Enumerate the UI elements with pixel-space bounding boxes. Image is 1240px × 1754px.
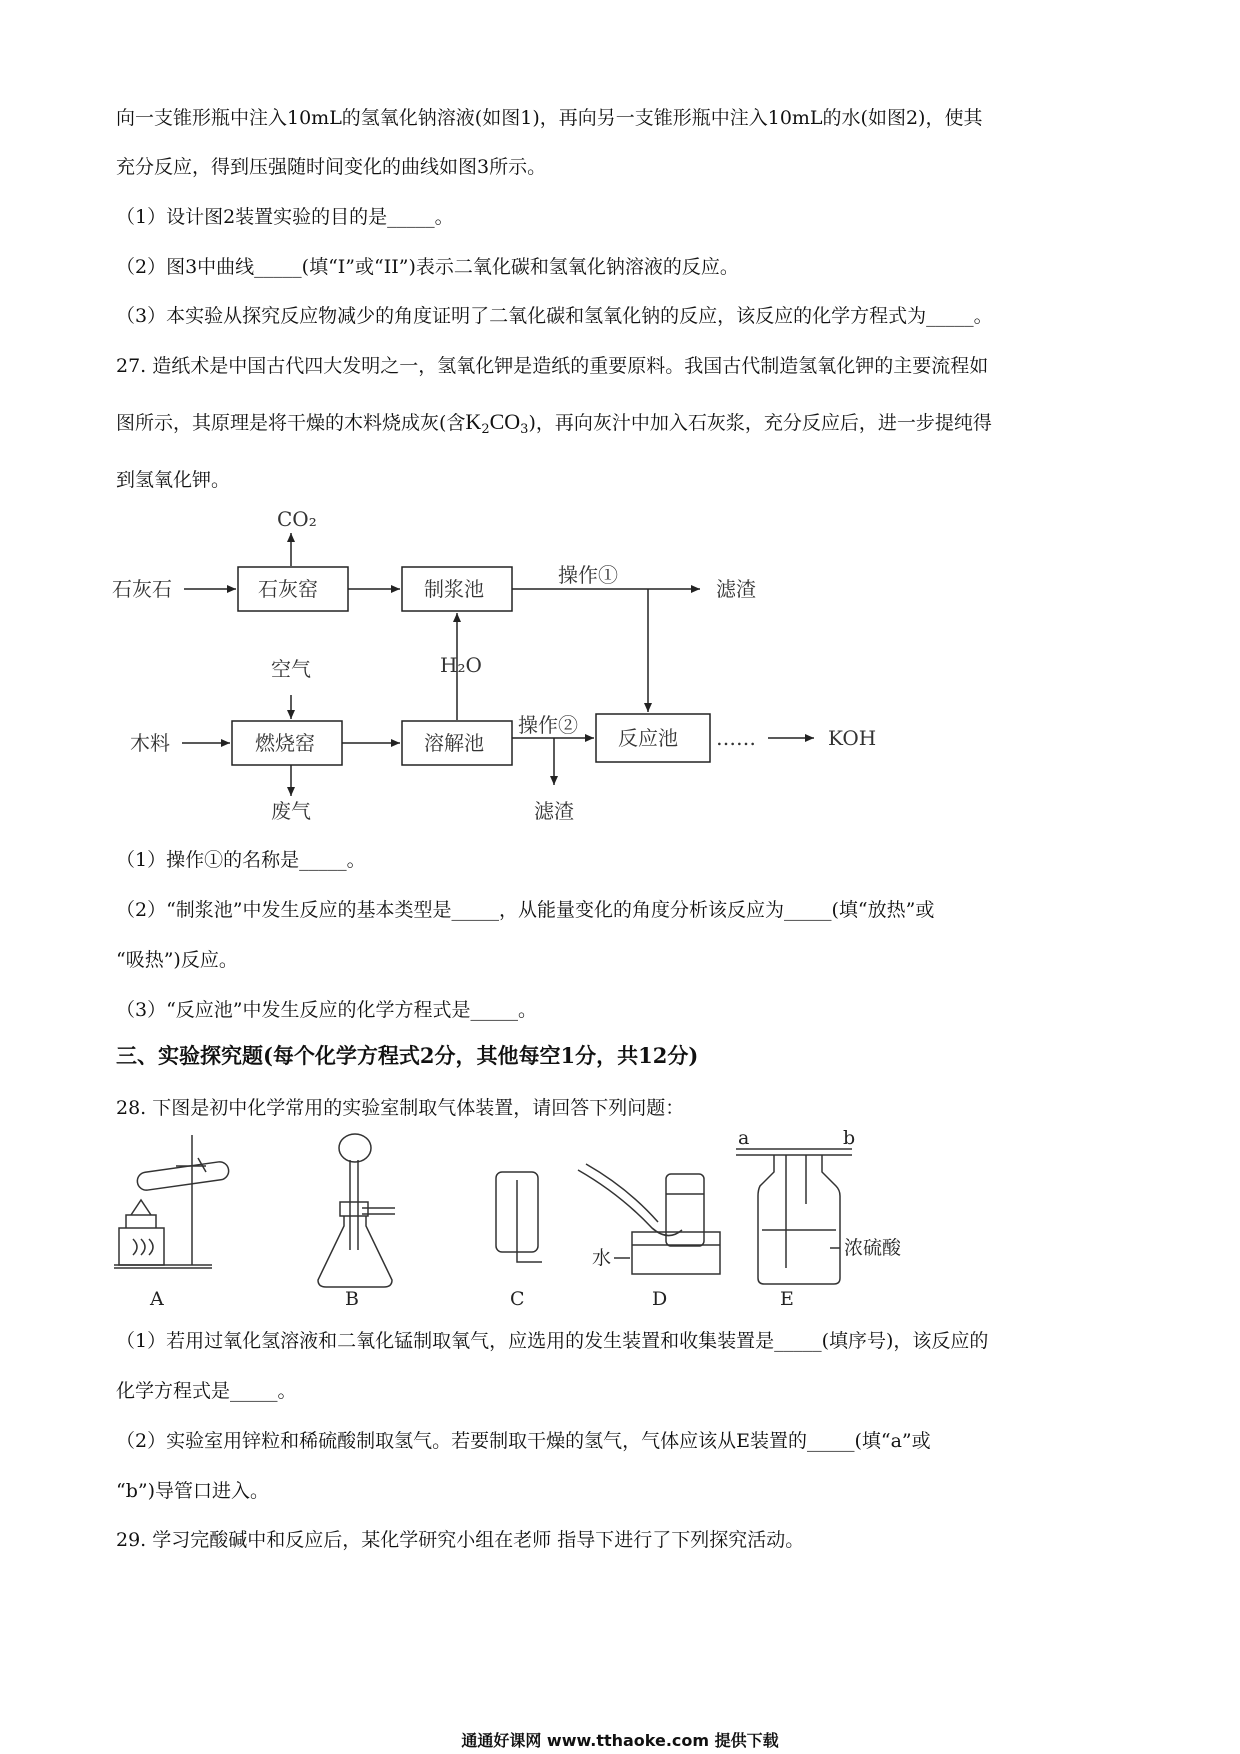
label-op2: 操作② [518,713,578,737]
flow-diagram [0,500,1240,830]
question-28-intro: 28. 下图是初中化学常用的实验室制取气体装置，请回答下列问题： [116,1097,685,1119]
label-dots: …… [716,726,756,750]
label-limestone: 石灰石 [112,577,172,601]
label-op1: 操作① [558,563,618,587]
label-h2o: H₂O [440,653,482,677]
label-co2: CO₂ [277,507,317,531]
label-reactor: 反应池 [618,726,678,750]
apparatus-e-drawing [736,1149,852,1284]
label-koh: KOH [828,726,877,750]
intro-text-b: )，再向灰汁中加入石灰浆，充分反应后，进一步提纯得 [528,412,992,434]
apparatus-b-drawing [318,1134,395,1287]
section-3-title: 三、实验探究题(每个化学方程式2分，其他每空1分，共12分) [116,1043,699,1068]
text-line-2: 充分反应，得到压强随时间变化的曲线如图3所示。 [116,156,547,178]
footer-watermark: 通通好课网 www.tthaoke.com 提供下载 [461,1731,779,1750]
question-27-intro-2 [116,408,992,444]
question-27-1: （1）操作①的名称是_____。 [116,849,366,871]
formula-sub-3: 3 [520,422,529,437]
formula-co: CO [489,409,521,434]
label-slurry: 制浆池 [424,577,484,601]
label-dissolve: 溶解池 [424,731,484,755]
label-acid: 浓硫酸 [844,1237,902,1259]
formula-sub-2: 2 [481,422,490,437]
label-residue1: 滤渣 [716,577,756,601]
text-line-1: 向一支锥形瓶中注入10mL的氢氧化钠溶液(如图1)，再向另一支锥形瓶中注入10mL的水(如图2)，使其 [116,107,983,129]
label-water: 水 [592,1247,612,1269]
question-26-3: （3）本实验从探究反应物减少的角度证明了二氧化碳和氢氧化钠的反应，该反应的化学方程式为_____。 [116,305,993,327]
question-28-2a: （2）实验室用锌粒和稀硫酸制取氢气。若要制取干燥的氢气，气体应该从E装置的_____(填“a”或 [116,1430,931,1452]
question-27-intro-3: 到氢氧化钾。 [116,469,231,491]
formula-k: K [465,409,482,434]
label-waste: 废气 [271,799,311,823]
question-26-1: （1）设计图2装置实验的目的是_____。 [116,206,454,228]
label-residue2: 滤渣 [534,799,574,823]
label-b: B [345,1288,359,1310]
apparatus-figure [0,1130,1240,1310]
label-e: E [780,1288,794,1310]
question-27-2a: （2）“制浆池”中发生反应的基本类型是_____，从能量变化的角度分析该反应为_____(填“放热”或 [116,899,935,921]
label-c: C [510,1288,525,1310]
question-27-3: （3）“反应池”中发生反应的化学方程式是_____。 [116,999,538,1021]
intro-text-a: 图所示，其原理是将干燥的木料烧成灰(含 [116,412,466,434]
label-a: A [150,1288,164,1310]
question-28-2b: “b”)导管口进入。 [116,1480,270,1502]
question-27-intro-1: 27. 造纸术是中国古代四大发明之一，氢氧化钾是造纸的重要原料。我国古代制造氢氧化钾的主要流程如 [116,355,989,377]
label-d: D [652,1288,668,1310]
question-29-intro: 29. 学习完酸碱中和反应后，某化学研究小组在老师 指导下进行了下列探究活动。 [116,1529,805,1551]
apparatus-c-drawing [496,1172,542,1262]
label-wood: 木料 [130,731,170,755]
question-28-1b: 化学方程式是_____。 [116,1380,297,1402]
label-tube-b: b [843,1130,856,1149]
apparatus-a-drawing [114,1135,230,1268]
question-28-1a: （1）若用过氧化氢溶液和二氧化锰制取氧气，应选用的发生装置和收集装置是_____(填序号)，该反应的 [116,1330,989,1352]
question-27-2b: “吸热”)反应。 [116,949,238,971]
question-26-2: （2）图3中曲线_____(填“I”或“II”)表示二氧化碳和氢氧化钠溶液的反应。 [116,256,739,278]
label-air: 空气 [271,657,311,681]
label-kiln: 石灰窑 [258,577,318,601]
label-burner: 燃烧窑 [255,731,315,755]
label-tube-a: a [738,1130,750,1149]
